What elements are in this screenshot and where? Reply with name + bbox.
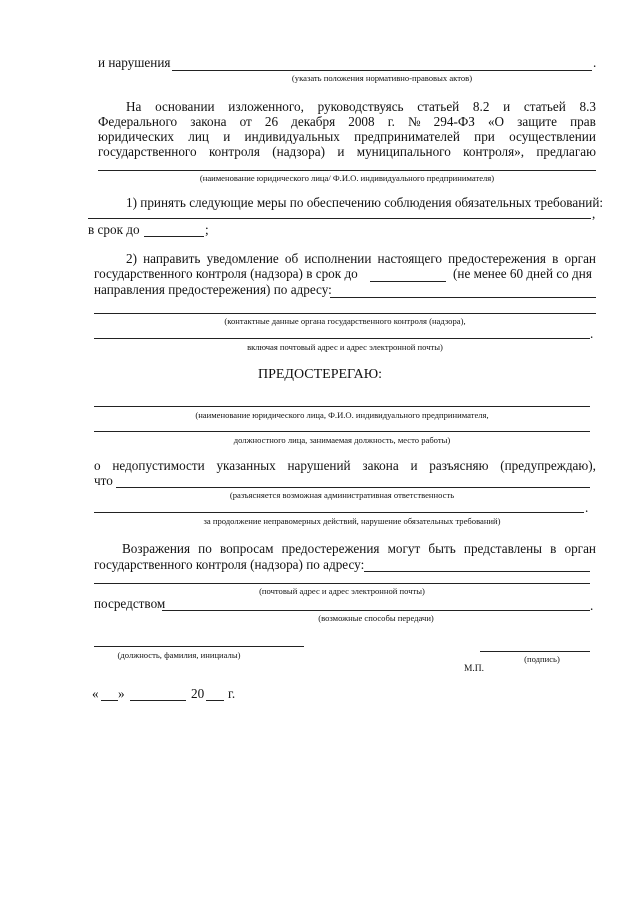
word: закона xyxy=(190,114,227,129)
word: статьей xyxy=(417,99,460,114)
item2-line-2a: государственного контроля (надзора) в срок до xyxy=(94,266,358,281)
authority-postal-caption: включая почтовый адрес и адрес электронной почты) xyxy=(247,342,443,352)
legal-entity-caption: (наименование юридического лица/ Ф.И.О. индивидуального предпринимателя) xyxy=(199,173,495,183)
item1-text: 1) принять следующие меры по обеспечению соблюдения обязательных требований: xyxy=(126,195,604,210)
notification-deadline-field[interactable] xyxy=(370,281,446,282)
warning-heading: ПРЕДОСТЕРЕГАЮ: xyxy=(257,367,383,382)
violations-label: и нарушения xyxy=(98,55,171,70)
word: Федерального xyxy=(98,114,178,129)
word: На xyxy=(126,99,142,114)
word: недопустимости xyxy=(112,458,205,473)
inadmissibility-what: что xyxy=(94,473,113,488)
word: 2) xyxy=(126,251,137,266)
date-month-field[interactable] xyxy=(130,700,186,701)
word: контроля xyxy=(208,144,260,159)
word: направить xyxy=(143,251,201,266)
violations-caption: (указать положения нормативно-правовых актов) xyxy=(291,73,473,83)
word: предостережения xyxy=(448,251,546,266)
word: № xyxy=(407,114,421,129)
word: декабря xyxy=(291,114,336,129)
word: индивидуальных xyxy=(244,129,340,144)
word: исполнении xyxy=(304,251,372,266)
objections-address-field[interactable] xyxy=(364,571,590,572)
objections-line-2: государственного контроля (надзора) по адресу: xyxy=(94,557,365,572)
word: нарушений xyxy=(287,458,351,473)
continuation-caption: за продолжение неправомерных действий, нарушение обязательных требований) xyxy=(203,516,501,526)
authority-address-field-2[interactable] xyxy=(94,313,596,314)
date-year-field[interactable] xyxy=(206,700,224,701)
word: предлагаю xyxy=(536,144,596,159)
word: (надзора) xyxy=(272,144,325,159)
word: 2008 xyxy=(348,114,375,129)
objections-address-field-2[interactable] xyxy=(94,583,590,584)
word: и xyxy=(503,99,511,114)
date-open-quote: « xyxy=(92,686,99,701)
inadmissibility-line-1 xyxy=(94,458,596,474)
authority-contacts-caption: (контактные данные органа государственного контроля (надзора), xyxy=(224,316,466,326)
word: г. xyxy=(387,114,395,129)
word: основании xyxy=(155,99,215,114)
word: 294-ФЗ xyxy=(433,114,475,129)
word: лиц xyxy=(188,129,209,144)
word: муниципального xyxy=(356,144,451,159)
word: и xyxy=(223,129,231,144)
measures-deadline-field[interactable] xyxy=(144,236,204,237)
word: 8.3 xyxy=(579,99,596,114)
word: и xyxy=(410,458,418,473)
measures-field[interactable] xyxy=(88,218,591,219)
word: (предупреждаю), xyxy=(500,458,596,473)
item2-dot: . xyxy=(590,326,594,341)
item2-line-3: направления предостережения) по адресу: xyxy=(94,282,332,297)
item1-comma: , xyxy=(592,206,596,221)
warned-entity-field[interactable] xyxy=(94,406,590,407)
word: в xyxy=(550,541,557,556)
date-year-suffix: г. xyxy=(228,686,236,701)
word: и xyxy=(337,144,345,159)
word: статьей xyxy=(523,99,566,114)
warned-official-caption: должностного лица, занимаемая должность, место работы) xyxy=(233,435,451,445)
basis-line-1 xyxy=(126,99,596,115)
word: предостережения xyxy=(281,541,380,556)
word: уведомление xyxy=(206,251,279,266)
signature-caption: (подпись) xyxy=(524,654,560,664)
warned-entity-caption: (наименование юридического лица, Ф.И.О. индивидуального предпринимателя, xyxy=(195,410,489,420)
word: контроля», xyxy=(463,144,525,159)
authority-address-field[interactable] xyxy=(330,297,596,298)
warned-official-field[interactable] xyxy=(94,431,590,432)
word: 8.2 xyxy=(472,99,490,114)
violations-field[interactable] xyxy=(172,70,592,71)
objections-line-1 xyxy=(122,541,596,557)
objections-dot: . xyxy=(590,598,594,613)
date-day-field[interactable] xyxy=(101,700,118,701)
word: при xyxy=(474,129,495,144)
word: по xyxy=(198,541,212,556)
basis-line-3 xyxy=(98,129,596,145)
word: 26 xyxy=(264,114,279,129)
item1-deadline-label: в срок до xyxy=(88,222,140,237)
liability-field[interactable] xyxy=(116,487,590,488)
signature-field[interactable] xyxy=(480,651,590,652)
official-name-caption: (должность, фамилия, инициалы) xyxy=(117,650,241,660)
word: представлены xyxy=(463,541,542,556)
word: закона xyxy=(362,458,399,473)
word: от xyxy=(239,114,252,129)
liability-field-2[interactable] xyxy=(94,512,584,513)
date-close-quote: » xyxy=(118,686,125,701)
word: разъясняю xyxy=(429,458,489,473)
word: в xyxy=(552,251,559,266)
word: орган xyxy=(564,251,596,266)
liability-caption: (разъясняется возможная административная ответственность xyxy=(229,490,455,500)
word: могут xyxy=(387,541,421,556)
word: орган xyxy=(564,541,596,556)
word: руководствуясь xyxy=(317,99,404,114)
word: государственного xyxy=(98,144,197,159)
word: настоящего xyxy=(377,251,442,266)
authority-address-field-3[interactable] xyxy=(94,338,590,339)
word: об xyxy=(284,251,299,266)
word: быть xyxy=(428,541,456,556)
transfer-method-field[interactable] xyxy=(162,610,590,611)
word: «О xyxy=(487,114,505,129)
item2-line-1 xyxy=(126,251,596,267)
word: предпринимателей xyxy=(354,129,460,144)
word: прав xyxy=(570,114,596,129)
violations-dot: . xyxy=(593,55,597,70)
basis-line-2 xyxy=(98,114,596,130)
item1-semicolon: ; xyxy=(205,222,209,237)
basis-line-4 xyxy=(98,144,596,160)
word: изложенного, xyxy=(228,99,304,114)
official-name-field[interactable] xyxy=(94,646,304,647)
objections-via-label: посредством xyxy=(94,596,166,611)
word: осуществлении xyxy=(509,129,596,144)
inadmissibility-dot: . xyxy=(585,500,589,515)
transfer-method-caption: (возможные способы передачи) xyxy=(318,613,434,623)
word: Возражения xyxy=(122,541,191,556)
word: вопросам xyxy=(219,541,274,556)
item2-line-2b: (не менее 60 дней со дня xyxy=(453,266,592,281)
word: юридических xyxy=(98,129,174,144)
word: защите xyxy=(517,114,558,129)
stamp-label: М.П. xyxy=(463,664,485,674)
date-year-prefix: 20 xyxy=(191,686,205,701)
legal-entity-field[interactable] xyxy=(98,170,596,171)
word: указанных xyxy=(216,458,276,473)
objections-address-caption: (почтовый адрес и адрес электронной почты) xyxy=(259,586,425,596)
word: о xyxy=(94,458,101,473)
